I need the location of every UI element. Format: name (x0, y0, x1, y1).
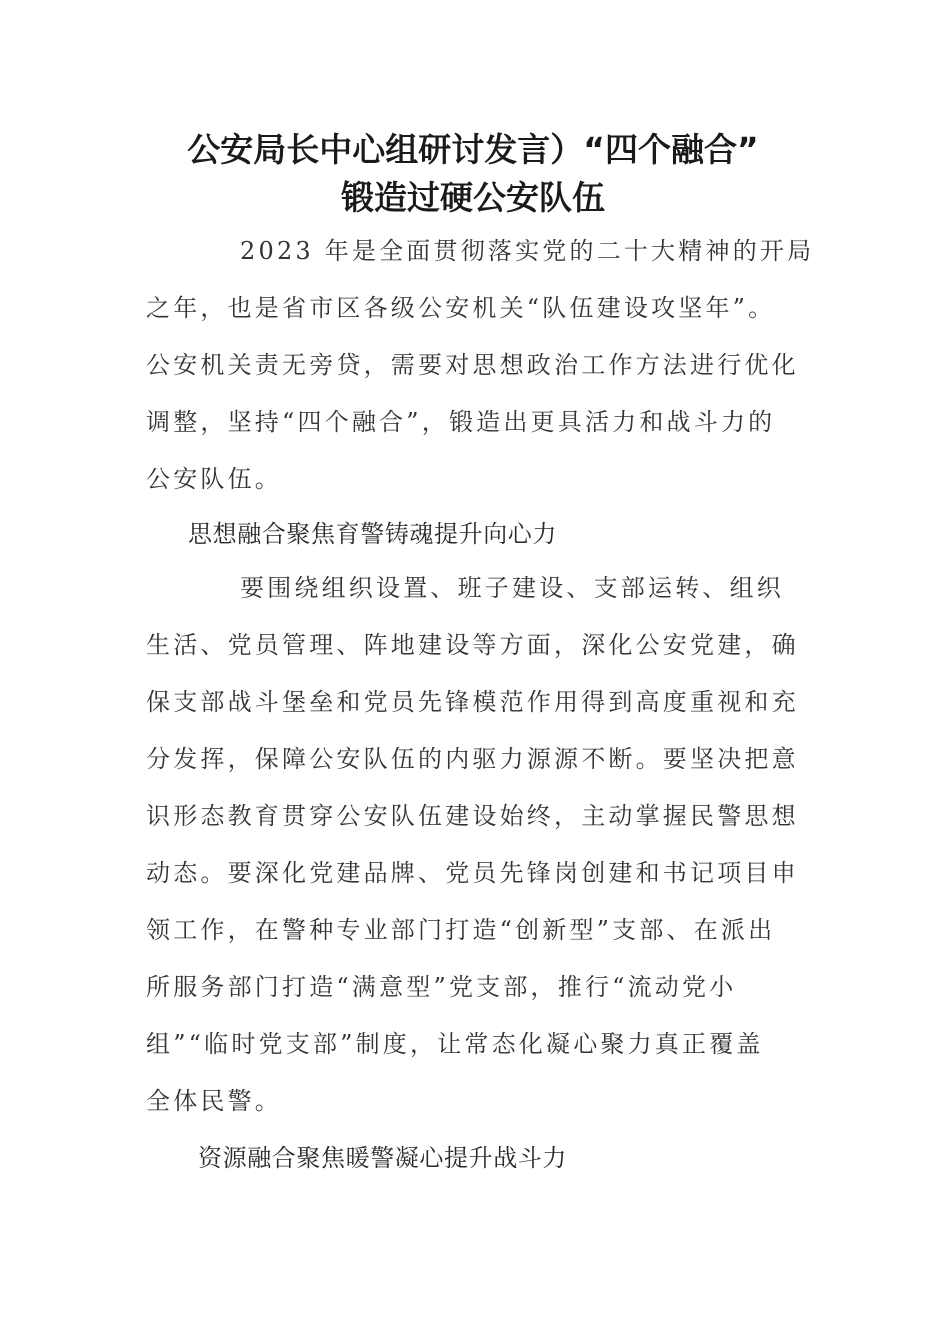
paragraph-1-line: 公安队伍。 (146, 465, 282, 493)
paragraph-2-line: 保支部战斗堡垒和党员先锋模范作用得到高度重视和充 (146, 688, 799, 716)
paragraph-2-line: 组”“临时党支部”制度，让常态化凝心聚力真正覆盖 (146, 1030, 764, 1058)
paragraph-1-line: 之年，也是省市区各级公安机关“队伍建设攻坚年”。 (146, 294, 776, 322)
document-title-line-2: 锻造过硬公安队伍 (341, 178, 605, 217)
paragraph-2-line: 识形态教育贯穿公安队伍建设始终，主动掌握民警思想 (146, 802, 799, 830)
section-heading-1: 思想融合聚焦育警铸魂提升向心力 (188, 520, 557, 548)
document-title-line-1: 公安局长中心组研讨发言）“四个融合” (187, 130, 759, 169)
paragraph-2-line: 所服务部门打造“满意型”党支部，推行“流动党小 (146, 973, 737, 1001)
paragraph-2-line: 领工作，在警种专业部门打造“创新型”支部、在派出 (146, 916, 776, 944)
paragraph-1-line: 调整，坚持“四个融合”，锻造出更具活力和战斗力的 (146, 408, 776, 436)
paragraph-1-line: 2023 年是全面贯彻落实党的二十大精神的开局 (240, 237, 815, 265)
paragraph-1-line: 公安机关责无旁贷，需要对思想政治工作方法进行优化 (146, 351, 799, 379)
section-heading-2: 资源融合聚焦暖警凝心提升战斗力 (198, 1144, 567, 1172)
paragraph-2-line: 生活、党员管理、阵地建设等方面，深化公安党建，确 (146, 631, 799, 659)
paragraph-2-line: 要围绕组织设置、班子建设、支部运转、组织 (240, 574, 784, 602)
paragraph-2-line: 全体民警。 (146, 1087, 282, 1115)
paragraph-2-line: 动态。要深化党建品牌、党员先锋岗创建和书记项目申 (146, 859, 799, 887)
paragraph-2-line: 分发挥，保障公安队伍的内驱力源源不断。要坚决把意 (146, 745, 799, 773)
